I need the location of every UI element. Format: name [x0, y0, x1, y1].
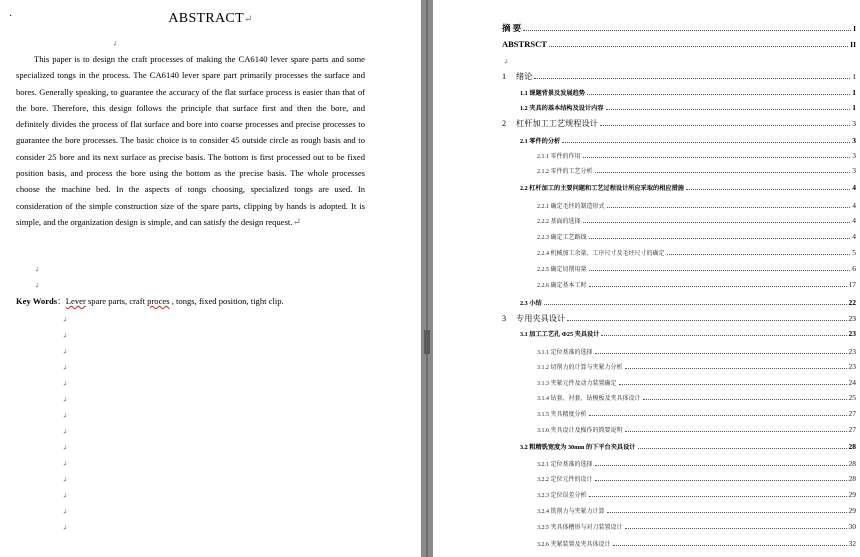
toc-page-number: 27 — [848, 425, 856, 434]
toc-dot-leader — [667, 253, 851, 255]
paragraph-mark-icon: ↲ — [62, 476, 68, 484]
toc-title: 3.2.2 定位元件的设计 — [537, 477, 593, 483]
keywords-rest: , tongs, fixed position, tight clip. — [169, 296, 284, 306]
toc-page-number: 25 — [848, 393, 856, 402]
keywords-separator: ： — [57, 296, 66, 306]
toc-title: 2.2.5 确定切削用量 — [537, 267, 587, 273]
toc-page-number: 32 — [848, 539, 856, 548]
toc-dot-leader — [625, 527, 847, 529]
toc-entry[interactable] — [537, 151, 856, 160]
toc-page-number: 23 — [848, 329, 856, 338]
return-mark-icon: ↵ — [243, 14, 253, 25]
paragraph-mark-icon: ↲ — [62, 492, 68, 500]
keywords-middle: spare parts, craft — [85, 296, 148, 306]
toc-dot-leader — [523, 29, 851, 31]
toc-entry[interactable] — [520, 88, 856, 97]
toc-title: 3.1.4 钻套、衬套、钻模板及夹具体设计 — [537, 396, 641, 402]
toc-entry[interactable] — [537, 425, 856, 434]
toc-dot-leader — [606, 108, 851, 110]
toc-page-number: 23 — [848, 347, 856, 356]
toc-title: 3.1.5 夹具精度分析 — [537, 412, 587, 418]
toc-title: 3.1 加工工艺孔 Φ25 夹具设计 — [520, 331, 600, 338]
toc-entry[interactable] — [537, 490, 856, 499]
toc-title: 3.2.5 夹具体槽形与对刀装置设计 — [537, 525, 623, 531]
toc-page-number: 3 — [852, 151, 856, 160]
toc-entry[interactable] — [537, 216, 856, 225]
toc-entry[interactable] — [537, 264, 856, 273]
toc-page-number: 1 — [852, 88, 856, 97]
abstract-title-text: ABSTRACT — [168, 11, 244, 26]
toc-entry[interactable] — [520, 183, 856, 192]
toc-entry[interactable] — [537, 280, 856, 289]
toc-title: 2.2.4 机械加工余量、工序尺寸及毛坯尺寸的确定 — [537, 251, 665, 257]
toc-dot-leader — [544, 303, 847, 305]
paragraph-mark-icon: ↲ — [62, 412, 68, 420]
toc-dot-leader — [583, 156, 851, 158]
toc-dot-leader — [534, 77, 850, 79]
toc-dot-leader — [589, 414, 847, 416]
toc-entry[interactable] — [537, 506, 856, 515]
toc-page-number: 17 — [848, 280, 856, 289]
toc-entry[interactable] — [502, 39, 856, 49]
toc-dot-leader — [619, 383, 847, 385]
toc-dot-leader — [638, 447, 847, 449]
toc-dot-leader — [613, 544, 847, 546]
toc-entry[interactable] — [537, 409, 856, 418]
toc-dot-leader — [589, 237, 851, 239]
toc-title: 2.1.1 零件的作用 — [537, 154, 581, 160]
toc-page-number: 30 — [848, 522, 856, 531]
toc-entry[interactable] — [520, 298, 856, 307]
toc-page-number: I — [853, 24, 856, 33]
toc-page-number: 5 — [852, 248, 856, 257]
toc-page-number: II — [850, 40, 856, 49]
scroll-thumb[interactable] — [424, 330, 430, 354]
toc-page-number: 6 — [852, 264, 856, 273]
toc-title: 3.1.3 夹紧元件及动力装置确定 — [537, 381, 617, 387]
paragraph-mark-icon: ↲ — [62, 524, 68, 532]
paragraph-mark-icon: ↲ — [62, 348, 68, 356]
toc-title: 杠杆加工工艺规程设计 — [516, 119, 598, 128]
toc-dot-leader — [549, 45, 848, 47]
toc-dot-leader — [589, 495, 847, 497]
toc-dot-leader — [595, 171, 851, 173]
gutter-divider — [426, 0, 428, 557]
toc-dot-leader — [686, 188, 850, 190]
document-page-left — [0, 0, 421, 557]
abstract-paragraph — [16, 51, 365, 231]
toc-page-number: 4 — [852, 183, 856, 192]
return-mark-icon: ↵ — [292, 216, 301, 228]
keywords-line — [16, 295, 396, 307]
toc-dot-leader — [643, 398, 847, 400]
toc-title: 2.1 零件的分析 — [520, 138, 561, 145]
toc-chapter-number: 1 — [502, 72, 507, 81]
toc-entry[interactable] — [537, 474, 856, 483]
keyword-misspelled-2: proces — [147, 296, 170, 306]
toc-dot-leader — [587, 93, 850, 95]
toc-entry[interactable] — [520, 136, 856, 145]
toc-title: 1.1 课题背景及发展趋势 — [520, 90, 585, 97]
toc-dot-leader — [607, 511, 847, 513]
toc-page-number: 1 — [852, 103, 856, 112]
toc-title: 2.2 杠杆加工的主要问题和工艺过程设计所应采取的相应措施 — [520, 185, 684, 192]
toc-page-number: 4 — [852, 216, 856, 225]
toc-dot-leader — [589, 285, 847, 287]
paragraph-mark-icon: ↲ — [62, 316, 68, 324]
toc-page-number: 29 — [848, 506, 856, 515]
toc-chapter-number: 3 — [502, 314, 507, 323]
toc-title: 2.2.2 基面的选择 — [537, 219, 581, 225]
toc-title: 摘 要 — [502, 23, 522, 33]
toc-chapter-number: 2 — [502, 119, 507, 128]
toc-page-number: 3 — [852, 119, 856, 128]
toc-dot-leader — [567, 319, 846, 321]
toc-page-number: 28 — [848, 474, 856, 483]
paragraph-mark-icon: ↲ — [62, 460, 68, 468]
toc-entry[interactable] — [502, 118, 856, 129]
toc-title: 3.1.1 定位基准的选择 — [537, 350, 593, 356]
toc-entry[interactable] — [537, 248, 856, 257]
toc-title: 3.2.4 铣削力与夹紧力计算 — [537, 509, 605, 515]
corner-mark: · — [9, 11, 13, 22]
toc-title: 3.2.6 夹紧装置及夹具体设计 — [537, 542, 611, 548]
toc-title: 3.2.3 定位误差分析 — [537, 493, 587, 499]
paragraph-mark-icon: ↲ — [34, 282, 40, 290]
toc-page-number: 28 — [848, 442, 856, 451]
toc-dot-leader — [600, 124, 850, 126]
toc-entry[interactable] — [520, 329, 856, 338]
abstract-title — [0, 11, 421, 27]
toc-title: 2.3 小结 — [520, 300, 542, 307]
toc-title: 3.1.6 夹具设计及操作的简要说明 — [537, 428, 623, 434]
toc-entry[interactable] — [502, 71, 856, 82]
toc-entry[interactable] — [537, 201, 856, 210]
toc-dot-leader — [595, 464, 847, 466]
keywords-label: Key Words — [16, 296, 58, 306]
toc-dot-leader — [562, 141, 850, 143]
toc-title: 绪论 — [516, 72, 533, 81]
paragraph-mark-icon: ↲ — [62, 380, 68, 388]
abstract-text: This paper is to design the craft processes of making the CA6140 lever spare parts and some specialized tongs in the process. The CA6140 lever spare part primarily processes the surface and bores. Generally speaking, to guarantee the accuracy of the flat surface process is easier than that of the bore. Therefore, this design follows the principle that surface first and then the bore, and definitely divides the process of flat surface and bore into coarse processes and precise processes to guarantee the bore processes. The basic choice is to consider 45 outside circle as rough basis and to consider 25 bore and its next surface as precise basis. The bottom is first processed out to be fixed position basis, and process the bore using the bottom as the precise basis. The whole processes choose the machine bed. In the aspects of tongs choosing, specialized tongs are used. In consideration of the simple construction size of the spare parts, clipping by hands is adopted. It is simple, and the organization design is simple, and can satisfy the design request. — [16, 54, 365, 227]
toc-entry[interactable] — [520, 103, 856, 112]
toc-entry[interactable] — [537, 522, 856, 531]
toc-title: 2.2.3 确定工艺路线 — [537, 235, 587, 241]
toc-entry[interactable] — [520, 442, 856, 451]
toc-page-number: 3 — [852, 136, 856, 145]
toc-entry[interactable] — [537, 378, 856, 387]
toc-page-number: 1 — [852, 72, 856, 81]
toc-entry[interactable] — [537, 539, 856, 548]
paragraph-mark-icon: ↲ — [62, 396, 68, 404]
toc-dot-leader — [583, 221, 851, 223]
toc-page-number: 24 — [848, 378, 856, 387]
toc-page-number: 3 — [852, 166, 856, 175]
toc-entry[interactable] — [537, 347, 856, 356]
paragraph-mark-icon: ↲ — [62, 508, 68, 516]
toc-entry[interactable] — [502, 22, 856, 34]
toc-entry[interactable] — [537, 393, 856, 402]
paragraph-mark-icon: ↲ — [62, 364, 68, 372]
toc-title: 2.2.1 确定毛坯的制造形式 — [537, 204, 605, 210]
toc-title: 2.1.2 零件的工艺分析 — [537, 169, 593, 175]
toc-dot-leader — [601, 334, 846, 336]
paragraph-mark-icon: ↲ — [503, 58, 509, 66]
toc-entry[interactable] — [537, 362, 856, 371]
toc-page-number: 27 — [848, 409, 856, 418]
toc-title: 3.1.2 切削力的计算与夹紧力分析 — [537, 365, 623, 371]
paragraph-mark-icon: ↲ — [112, 40, 118, 48]
toc-title: 2.2.6 确定基本工时 — [537, 283, 587, 289]
paragraph-mark-icon: ↲ — [62, 444, 68, 452]
toc-entry[interactable] — [537, 459, 856, 468]
toc-title: 3.2 粗精铣宽度为 30mm 的下平台夹具设计 — [520, 444, 636, 451]
toc-page-number: 23 — [848, 314, 856, 323]
document-page-right — [433, 0, 860, 557]
keyword-misspelled-1: Lever — [65, 296, 86, 306]
toc-title: ABSTRSCT — [502, 39, 547, 49]
toc-dot-leader — [625, 367, 847, 369]
toc-entry[interactable] — [502, 313, 856, 324]
toc-title: 1.2 夹具的基本结构及设计内容 — [520, 105, 604, 112]
paragraph-mark-icon: ↲ — [62, 332, 68, 340]
toc-title: 专用夹具设计 — [516, 314, 566, 323]
toc-dot-leader — [595, 479, 847, 481]
toc-title: 3.2.1 定位基准的选择 — [537, 462, 593, 468]
toc-dot-leader — [607, 206, 851, 208]
toc-page-number: 28 — [848, 459, 856, 468]
toc-page-number: 4 — [852, 201, 856, 210]
paragraph-mark-icon: ↲ — [62, 428, 68, 436]
toc-dot-leader — [589, 269, 851, 271]
toc-page-number: 29 — [848, 490, 856, 499]
toc-entry[interactable] — [537, 166, 856, 175]
toc-page-number: 22 — [848, 298, 856, 307]
toc-page-number: 4 — [852, 232, 856, 241]
page-gutter — [421, 0, 433, 557]
paragraph-mark-icon: ↲ — [34, 266, 40, 274]
toc-entry[interactable] — [537, 232, 856, 241]
toc-page-number: 23 — [848, 362, 856, 371]
toc-dot-leader — [625, 430, 847, 432]
toc-dot-leader — [595, 352, 847, 354]
